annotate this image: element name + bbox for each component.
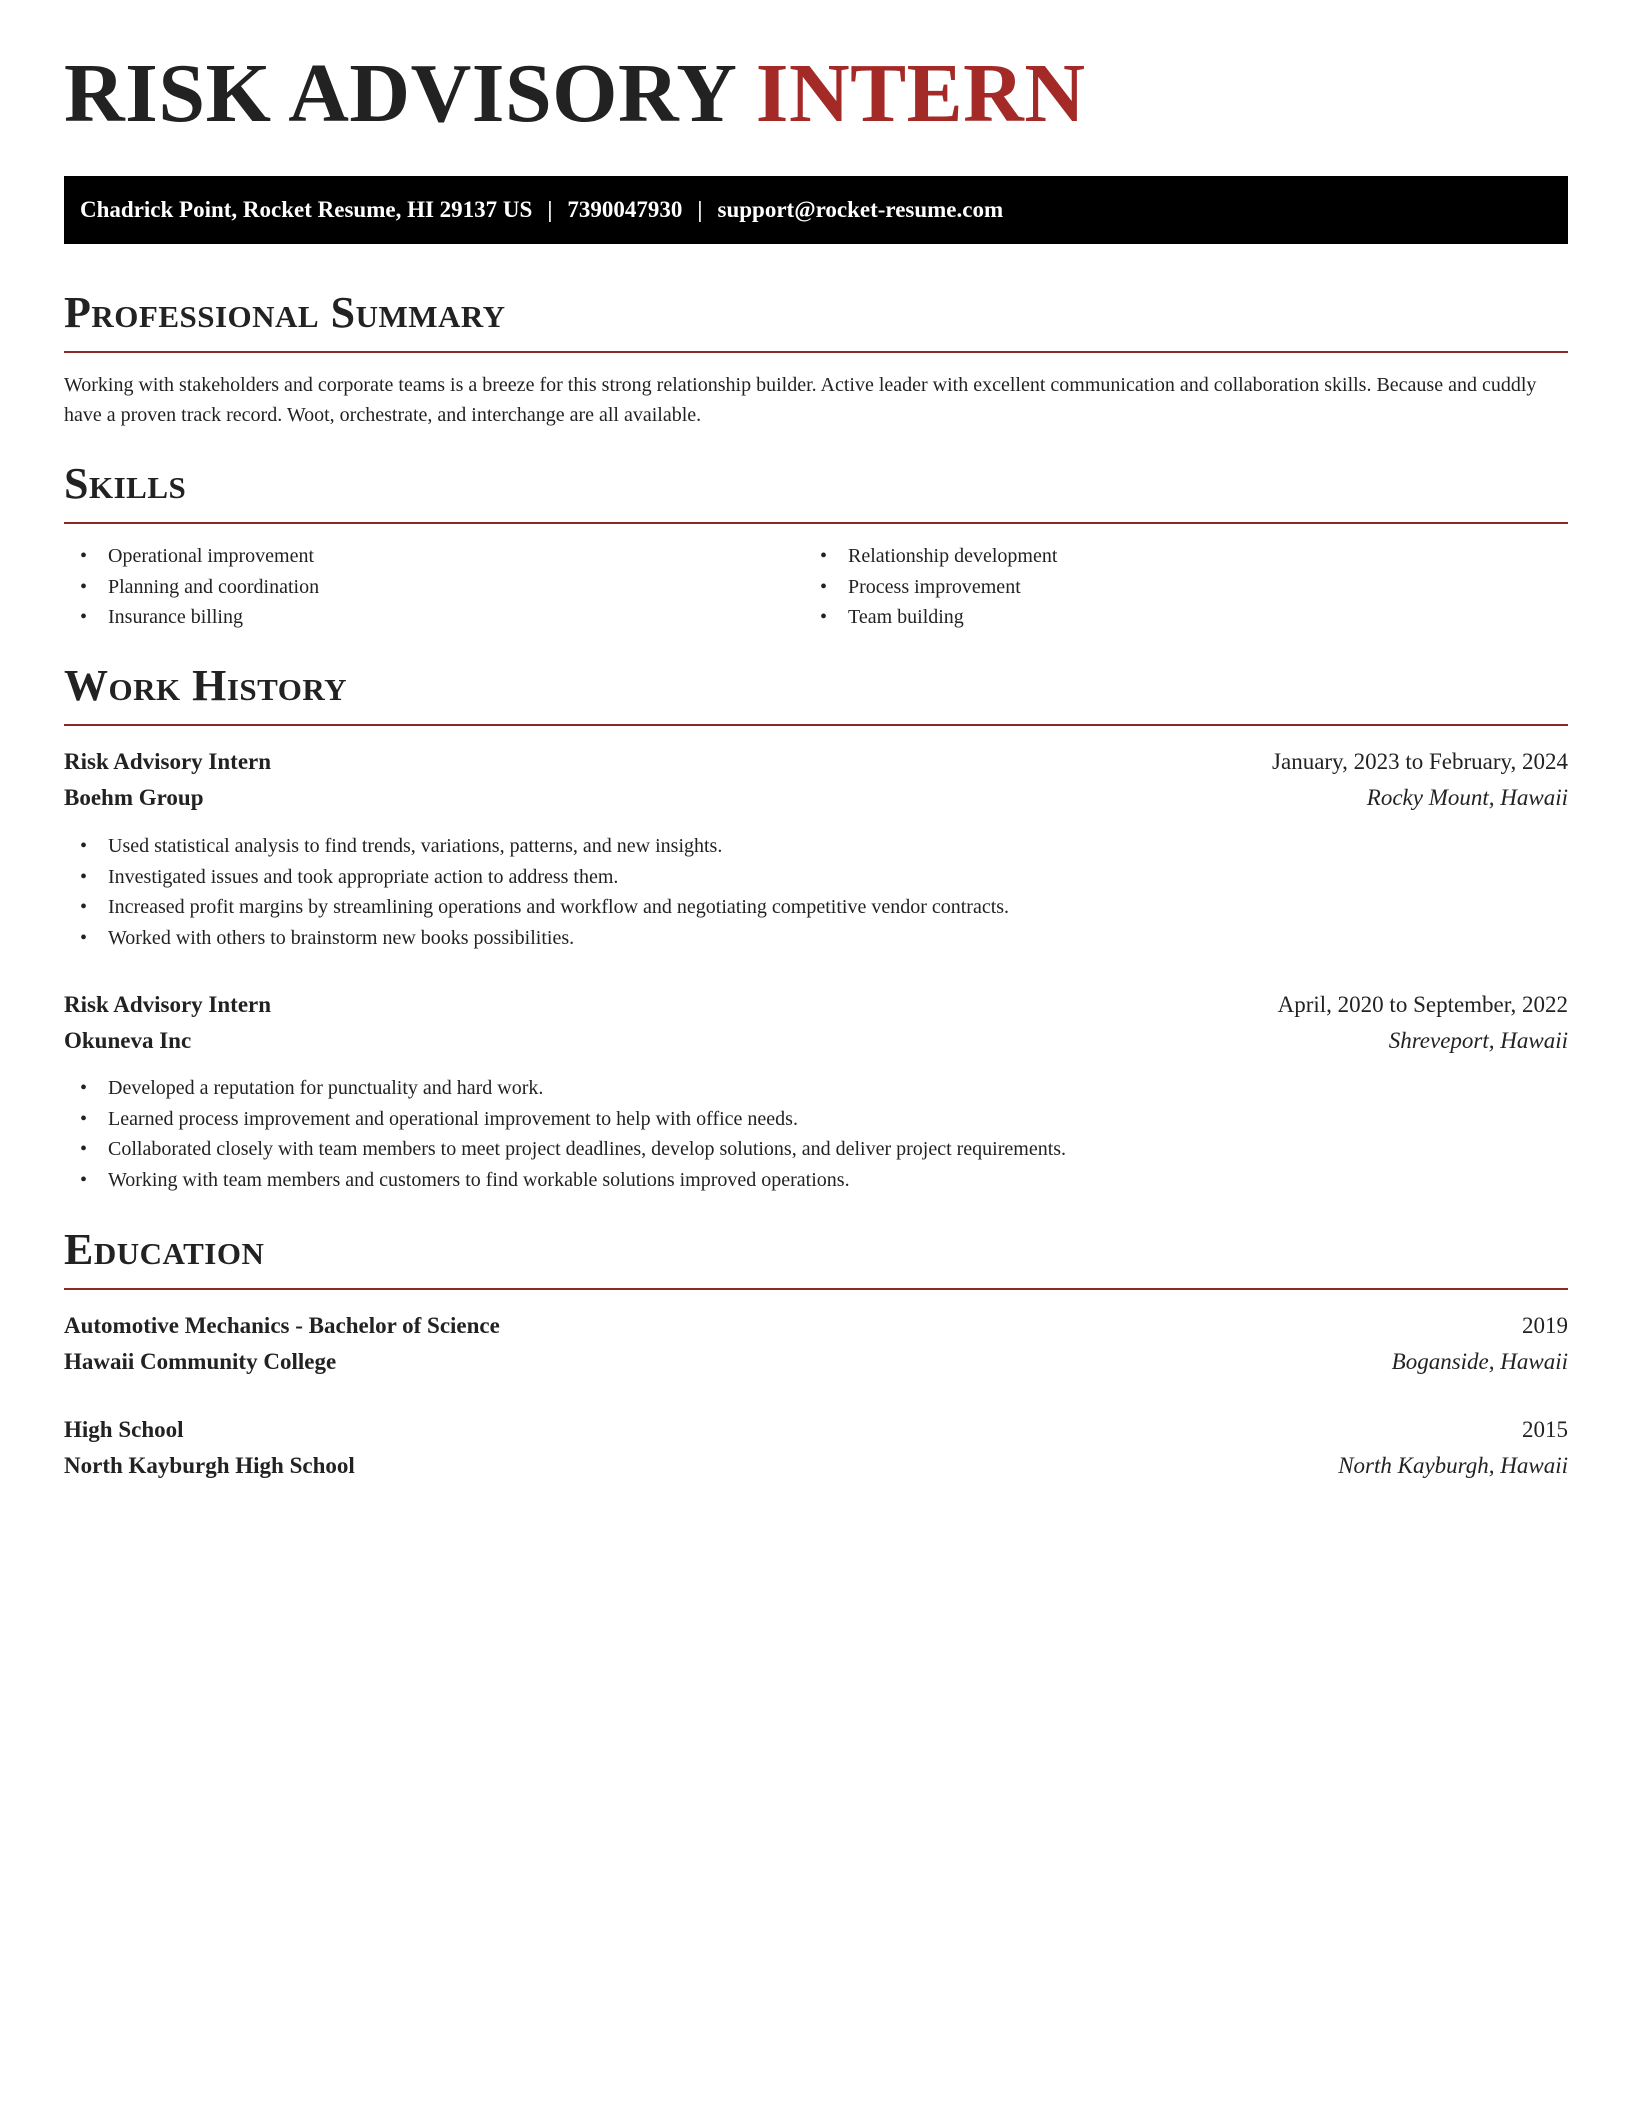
job-subheader <box>64 1027 1568 1055</box>
education-header <box>64 1312 1568 1340</box>
job-subheader <box>64 784 1568 812</box>
summary-heading: Professional Summary <box>64 288 506 337</box>
skills-list-right <box>804 541 1057 633</box>
skills-heading: Skills <box>64 459 187 508</box>
skill-item: • Insurance billing <box>64 602 319 633</box>
job-bullet: • Developed a reputation for punctuality and hard work. <box>64 1073 1568 1104</box>
contact-bar <box>64 176 1568 244</box>
education-year: 2019 <box>1522 1313 1568 1338</box>
education-subheader <box>64 1452 1568 1480</box>
job-bullet: • Working with team members and customers to find workable solutions improved operations. <box>64 1165 1568 1196</box>
education-year: 2015 <box>1522 1417 1568 1442</box>
skill-item: • Operational improvement <box>64 541 319 572</box>
education-subheader <box>64 1348 1568 1376</box>
contact-email[interactable]: support@rocket-resume.com <box>717 197 1004 222</box>
education-location: North Kayburgh, Hawaii <box>1338 1453 1568 1478</box>
job-dates: April, 2020 to September, 2022 <box>1277 992 1568 1017</box>
work-divider <box>64 724 1568 726</box>
contact-address: Chadrick Point, Rocket Resume, HI 29137 US <box>80 197 533 222</box>
education-divider <box>64 1288 1568 1290</box>
job-header <box>64 991 1568 1019</box>
job-bullet: • Investigated issues and took appropriate action to address them. <box>64 862 1568 893</box>
skills-divider <box>64 522 1568 524</box>
education-location: Boganside, Hawaii <box>1391 1349 1568 1374</box>
job-bullet: • Worked with others to brainstorm new books possibilities. <box>64 923 1568 954</box>
skill-item: • Planning and coordination <box>64 572 319 603</box>
job-bullets <box>64 1073 1568 1195</box>
resume-name <box>64 47 1086 140</box>
skill-item: • Process improvement <box>804 572 1057 603</box>
job-company: Okuneva Inc <box>64 1028 192 1053</box>
summary-divider <box>64 351 1568 353</box>
name-first: RISK ADVISORY <box>64 47 735 140</box>
job-bullet: • Collaborated closely with team members to meet project deadlines, develop solutions, and deliver project requirements. <box>64 1134 1568 1165</box>
education-school: Hawaii Community College <box>64 1349 337 1374</box>
job-title: Risk Advisory Intern <box>64 992 272 1017</box>
job-bullet: • Used statistical analysis to find trends, variations, patterns, and new insights. <box>64 831 1568 862</box>
job-bullet: • Learned process improvement and operational improvement to help with office needs. <box>64 1104 1568 1135</box>
education-header <box>64 1416 1568 1444</box>
education-heading: Education <box>64 1225 265 1274</box>
job-title: Risk Advisory Intern <box>64 749 272 774</box>
job-location: Rocky Mount, Hawaii <box>1366 785 1568 810</box>
job-location: Shreveport, Hawaii <box>1388 1028 1568 1053</box>
education-school: North Kayburgh High School <box>64 1453 355 1478</box>
work-heading: Work History <box>64 661 348 710</box>
job-bullets <box>64 831 1568 953</box>
education-degree: Automotive Mechanics - Bachelor of Science <box>64 1313 500 1338</box>
name-last: INTERN <box>755 47 1086 140</box>
skill-item: • Team building <box>804 602 1057 633</box>
skills-list-left <box>64 541 319 633</box>
contact-separator: | <box>547 197 553 222</box>
contact-phone[interactable]: 7390047930 <box>567 197 683 222</box>
education-degree: High School <box>64 1417 184 1442</box>
job-bullet: • Increased profit margins by streamlining operations and workflow and negotiating competitive vendor contracts. <box>64 892 1568 923</box>
skill-item: • Relationship development <box>804 541 1057 572</box>
job-company: Boehm Group <box>64 785 204 810</box>
job-header <box>64 748 1568 776</box>
job-dates: January, 2023 to February, 2024 <box>1272 749 1568 774</box>
summary-text: Working with stakeholders and corporate teams is a breeze for this strong relationship builder. Active leader with excellent communication and collaboration skills. Because and cuddly have a proven track record. Woot, orchestrate, and interchange are all available. <box>64 374 1537 426</box>
contact-separator: | <box>697 197 703 222</box>
